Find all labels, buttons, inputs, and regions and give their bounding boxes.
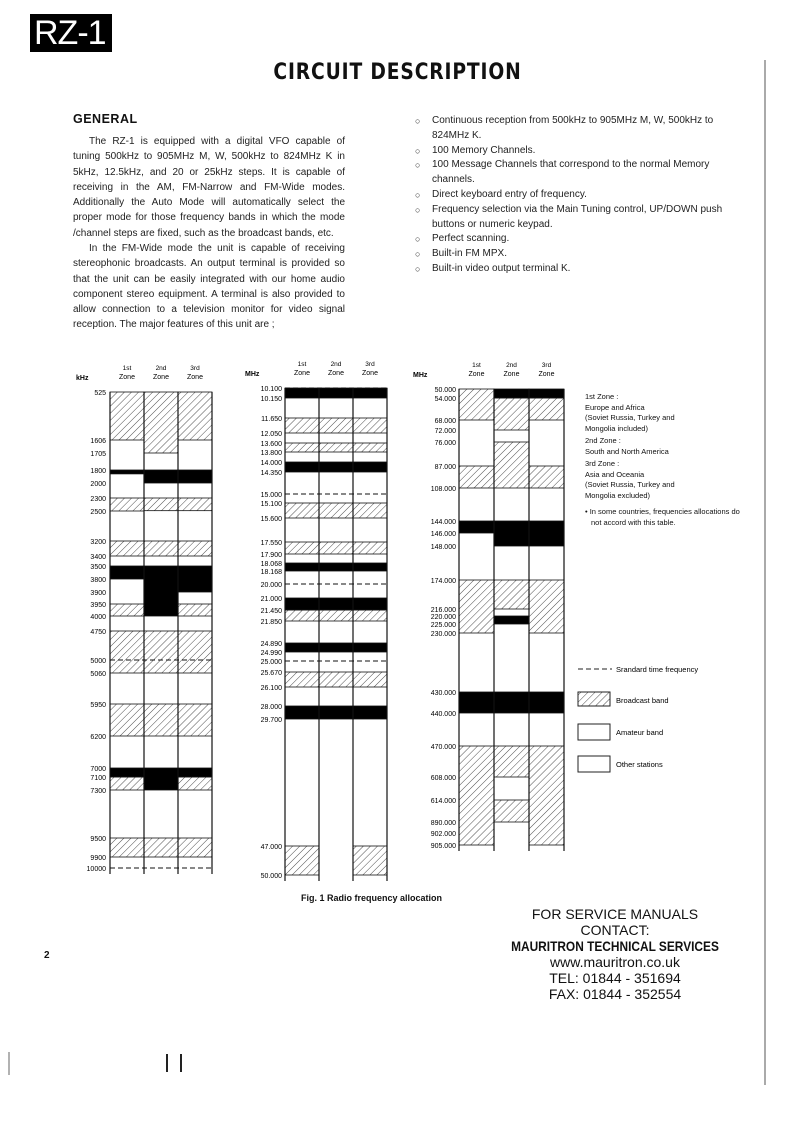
frequency-tick-label: 5060 bbox=[90, 671, 106, 678]
frequency-tick-label: 3950 bbox=[90, 602, 106, 609]
frequency-tick-label: 440.000 bbox=[430, 711, 456, 718]
frequency-tick-label: 4000 bbox=[90, 614, 106, 621]
frequency-tick-label: 216.000 bbox=[430, 607, 456, 614]
frequency-tick-label: 2500 bbox=[90, 509, 106, 516]
frequency-tick-label: 18.068 bbox=[260, 561, 282, 568]
zone-note-1: 1st Zone : Europe and Africa (Soviet Russia, Turkey and Mongolia included) bbox=[585, 392, 675, 433]
broadcast-band bbox=[110, 541, 144, 556]
zone-header: Zone bbox=[294, 370, 310, 377]
frequency-tick-label: 11.650 bbox=[261, 416, 282, 423]
feature-item: ○ Built-in FM MPX. bbox=[415, 247, 727, 262]
frequency-tick-label: 1800 bbox=[90, 468, 106, 475]
amateur-band bbox=[494, 692, 529, 713]
zone-notes bbox=[585, 392, 745, 530]
broadcast-band bbox=[494, 580, 529, 609]
broadcast-band bbox=[110, 631, 144, 673]
legend-other-label: Other stations bbox=[616, 760, 663, 769]
amateur-band bbox=[144, 566, 178, 616]
frequency-tick-label: 3200 bbox=[90, 539, 106, 546]
broadcast-band bbox=[459, 746, 494, 845]
frequency-tick-label: 87.000 bbox=[434, 464, 456, 471]
zone-header: Zone bbox=[538, 371, 555, 378]
broadcast-band bbox=[459, 389, 494, 420]
frequency-tick-label: 50.000 bbox=[260, 873, 282, 880]
frequency-tick-label: 13.600 bbox=[260, 441, 282, 448]
broadcast-band bbox=[494, 800, 529, 822]
amateur-band bbox=[110, 470, 144, 474]
contact-line-1: FOR SERVICE MANUALS bbox=[531, 906, 699, 922]
frequency-tick-label: 2300 bbox=[90, 496, 106, 503]
broadcast-band bbox=[178, 838, 212, 857]
broadcast-band bbox=[178, 604, 212, 616]
model-badge: RZ-1 bbox=[30, 14, 112, 52]
amateur-band bbox=[494, 616, 529, 624]
figure-caption: Fig. 1 Radio frequency allocation bbox=[301, 893, 443, 903]
amateur-band bbox=[353, 643, 387, 652]
bullet-circle-icon: ○ bbox=[415, 189, 421, 200]
amateur-band bbox=[529, 521, 564, 546]
legend-amateur-label: Amateur band bbox=[616, 728, 664, 737]
broadcast-band bbox=[353, 672, 387, 687]
legend-standard-time-label: Srandard time frequency bbox=[616, 665, 699, 674]
bullet-circle-icon: ○ bbox=[415, 160, 421, 171]
zone-header: 1st bbox=[297, 361, 307, 368]
broadcast-band bbox=[144, 498, 178, 511]
broadcast-band bbox=[285, 443, 319, 452]
bullet-circle-icon: ○ bbox=[415, 234, 421, 245]
feature-item: ○ Direct keyboard entry of frequency. bbox=[415, 188, 727, 203]
contact-line-2: CONTACT: bbox=[580, 922, 650, 938]
broadcast-band bbox=[285, 672, 319, 687]
broadcast-band bbox=[110, 392, 144, 440]
contact-website[interactable]: www.mauritron.co.uk bbox=[550, 954, 680, 970]
frequency-tick-label: 20.000 bbox=[260, 582, 282, 589]
broadcast-band bbox=[285, 846, 319, 875]
broadcast-band bbox=[110, 777, 144, 790]
frequency-tick-label: 10000 bbox=[86, 866, 106, 873]
amateur-band bbox=[353, 388, 387, 398]
broadcast-band bbox=[285, 610, 319, 621]
amateur-band bbox=[285, 462, 319, 472]
frequency-tick-label: 10.150 bbox=[260, 396, 282, 403]
broadcast-band bbox=[353, 443, 387, 452]
frequency-tick-label: 220.000 bbox=[430, 614, 456, 621]
amateur-band bbox=[178, 470, 212, 483]
broadcast-band bbox=[494, 746, 529, 777]
broadcast-band bbox=[285, 418, 319, 433]
amateur-band bbox=[459, 521, 494, 533]
zone-header: Zone bbox=[503, 371, 520, 378]
footnote: • In some countries, frequencies allocations do not accord with this table. bbox=[585, 507, 740, 527]
frequency-tick-label: 890.000 bbox=[430, 820, 456, 827]
broadcast-band bbox=[319, 443, 353, 452]
frequency-tick-label: 225.000 bbox=[430, 622, 456, 629]
frequency-tick-label: 14.350 bbox=[260, 470, 282, 477]
frequency-tick-label: 470.000 bbox=[430, 744, 456, 751]
zone-header: Zone bbox=[153, 374, 169, 381]
frequency-tick-label: 10.100 bbox=[260, 386, 282, 393]
amateur-band bbox=[285, 598, 319, 610]
broadcast-band bbox=[178, 704, 212, 736]
frequency-tick-label: 29.700 bbox=[260, 717, 282, 724]
amateur-band bbox=[319, 598, 353, 610]
frequency-tick-label: 3500 bbox=[90, 564, 106, 571]
frequency-tick-label: 108.000 bbox=[430, 486, 456, 493]
zone-note-2: 2nd Zone : South and North America bbox=[585, 436, 669, 456]
broadcast-band bbox=[353, 503, 387, 518]
frequency-tick-label: 17.550 bbox=[260, 540, 282, 547]
frequency-tick-label: 174.000 bbox=[430, 578, 456, 585]
frequency-tick-label: 230.000 bbox=[430, 631, 456, 638]
frequency-tick-label: 68.000 bbox=[434, 418, 456, 425]
frequency-tick-label: 25.670 bbox=[260, 670, 282, 677]
zone-header: 2nd bbox=[506, 362, 517, 369]
broadcast-band bbox=[110, 838, 144, 857]
frequency-tick-label: 4750 bbox=[90, 629, 106, 636]
frequency-tick-label: 525 bbox=[94, 390, 106, 397]
amateur-band bbox=[353, 563, 387, 571]
frequency-tick-label: 608.000 bbox=[430, 775, 456, 782]
amateur-band bbox=[319, 563, 353, 571]
frequency-tick-label: 21.450 bbox=[260, 608, 282, 615]
amateur-band bbox=[529, 692, 564, 713]
contact-tel: TEL: 01844 - 351694 bbox=[549, 970, 681, 986]
amateur-band bbox=[353, 706, 387, 719]
broadcast-band bbox=[529, 746, 564, 845]
amateur-band bbox=[110, 566, 144, 579]
amateur-band bbox=[459, 692, 494, 713]
frequency-tick-label: 21.850 bbox=[260, 619, 282, 626]
broadcast-band bbox=[459, 580, 494, 633]
broadcast-band bbox=[459, 466, 494, 488]
frequency-tick-label: 7300 bbox=[90, 788, 106, 795]
contact-company: MAURITRON TECHNICAL SERVICES bbox=[511, 938, 719, 954]
broadcast-band bbox=[319, 418, 353, 433]
frequency-tick-label: 26.100 bbox=[260, 685, 282, 692]
feature-item: ○ Built-in video output terminal K. bbox=[415, 262, 727, 277]
broadcast-band bbox=[144, 838, 178, 857]
bullet-circle-icon: ○ bbox=[415, 204, 421, 215]
frequency-tick-label: 28.000 bbox=[260, 704, 282, 711]
amateur-band bbox=[494, 389, 529, 398]
zone-note-3: 3rd Zone : Asia and Oceania (Soviet Russia, Turkey and Mongolia excluded) bbox=[585, 459, 675, 500]
broadcast-band bbox=[144, 541, 178, 556]
frequency-tick-label: 146.000 bbox=[430, 531, 456, 538]
frequency-tick-label: 1606 bbox=[90, 438, 106, 445]
frequency-tick-label: 3400 bbox=[90, 554, 106, 561]
broadcast-band bbox=[285, 542, 319, 554]
general-paragraph-2: In the FM-Wide mode the unit is capable of receiving stereophonic broadcasts. An output terminal is provided so that the unit can be easily integrated with our home audio component stereo equipment. A terminal is also provided to allow connection to a television monitor for video signal reception. The major features of this unit are ; bbox=[73, 243, 345, 331]
frequency-tick-label: 3900 bbox=[90, 590, 106, 597]
amateur-band bbox=[285, 643, 319, 652]
axis-unit-label: MHz bbox=[413, 372, 428, 379]
frequency-tick-label: 5000 bbox=[90, 658, 106, 665]
broadcast-band bbox=[494, 398, 529, 430]
bullet-circle-icon: ○ bbox=[415, 263, 421, 274]
legend-broadcast-label: Broadcast band bbox=[616, 696, 669, 705]
feature-item: ○ 100 Message Channels that correspond to the normal Memory channels. bbox=[415, 159, 710, 186]
amateur-band bbox=[285, 706, 319, 719]
broadcast-band bbox=[178, 631, 212, 673]
frequency-tick-label: 148.000 bbox=[430, 544, 456, 551]
legend bbox=[578, 665, 698, 772]
frequency-tick-label: 25.000 bbox=[260, 659, 282, 666]
amateur-band bbox=[285, 388, 319, 398]
frequency-tick-label: 15.100 bbox=[260, 501, 282, 508]
general-heading: GENERAL bbox=[73, 112, 138, 126]
zone-header: Zone bbox=[119, 374, 135, 381]
frequency-tick-label: 76.000 bbox=[434, 440, 456, 447]
frequency-tick-label: 13.800 bbox=[260, 450, 282, 457]
legend-other-swatch bbox=[578, 756, 610, 772]
frequency-tick-label: 21.000 bbox=[260, 596, 282, 603]
frequency-tick-label: 9900 bbox=[90, 855, 106, 862]
feature-item: ○ 100 Memory Channels. bbox=[415, 144, 727, 159]
bullet-circle-icon: ○ bbox=[415, 116, 421, 126]
amateur-band bbox=[144, 470, 178, 483]
broadcast-band bbox=[110, 704, 144, 736]
feature-item: ○ Frequency selection via the Main Tuning control, UP/DOWN push buttons or numeric keypad. bbox=[415, 203, 723, 230]
broadcast-band bbox=[319, 503, 353, 518]
broadcast-band bbox=[319, 542, 353, 554]
frequency-tick-label: 15.600 bbox=[260, 516, 282, 523]
bullet-circle-icon: ○ bbox=[415, 145, 421, 156]
page-title: CIRCUIT DESCRIPTION bbox=[273, 60, 522, 85]
axis-unit-label: kHz bbox=[76, 375, 89, 382]
broadcast-band bbox=[144, 392, 178, 453]
amateur-band bbox=[319, 388, 353, 398]
broadcast-band bbox=[353, 846, 387, 875]
amateur-band bbox=[529, 389, 564, 398]
frequency-tick-label: 47.000 bbox=[260, 844, 282, 851]
broadcast-band bbox=[144, 631, 178, 673]
frequency-tick-label: 7100 bbox=[90, 775, 106, 782]
page-number: 2 bbox=[44, 950, 50, 961]
broadcast-band bbox=[353, 610, 387, 621]
zone-header: Zone bbox=[187, 374, 203, 381]
frequency-tick-label: 24.890 bbox=[260, 641, 282, 648]
broadcast-band bbox=[110, 604, 144, 616]
frequency-tick-label: 72.000 bbox=[434, 428, 456, 435]
bullet-circle-icon: ○ bbox=[415, 249, 421, 260]
frequency-tick-label: 905.000 bbox=[430, 843, 456, 850]
zone-header: 3rd bbox=[190, 365, 200, 372]
amateur-band bbox=[178, 566, 212, 592]
legend-amateur-swatch bbox=[578, 724, 610, 740]
amateur-band bbox=[110, 768, 144, 777]
frequency-tick-label: 3800 bbox=[90, 577, 106, 584]
broadcast-band bbox=[494, 442, 529, 488]
frequency-tick-label: 14.000 bbox=[260, 460, 282, 467]
zone-header: 2nd bbox=[330, 361, 342, 368]
frequency-tick-label: 50.000 bbox=[434, 387, 456, 394]
broadcast-band bbox=[529, 398, 564, 420]
amateur-band bbox=[319, 462, 353, 472]
broadcast-band bbox=[178, 777, 212, 790]
broadcast-band bbox=[178, 392, 212, 440]
zone-header: Zone bbox=[362, 370, 378, 377]
frequency-tick-label: 144.000 bbox=[430, 519, 456, 526]
amateur-band bbox=[178, 768, 212, 777]
amateur-band bbox=[319, 643, 353, 652]
feature-item: ○ Perfect scanning. bbox=[415, 232, 727, 247]
broadcast-band bbox=[319, 672, 353, 687]
frequency-tick-label: 614.000 bbox=[430, 798, 456, 805]
frequency-tick-label: 1705 bbox=[90, 451, 106, 458]
zone-header: 3rd bbox=[541, 362, 552, 369]
broadcast-band bbox=[529, 466, 564, 488]
frequency-tick-label: 6200 bbox=[90, 734, 106, 741]
frequency-tick-label: 17.900 bbox=[260, 552, 282, 559]
amateur-band bbox=[285, 563, 319, 571]
frequency-tick-label: 12.050 bbox=[260, 431, 282, 438]
broadcast-band bbox=[178, 498, 212, 511]
amateur-band bbox=[494, 521, 529, 546]
broadcast-band bbox=[178, 541, 212, 556]
contact-fax: FAX: 01844 - 352554 bbox=[548, 986, 682, 1002]
frequency-tick-label: 18.168 bbox=[260, 569, 282, 576]
axis-unit-label: MHz bbox=[245, 371, 260, 378]
frequency-tick-label: 2000 bbox=[90, 481, 106, 488]
legend-broadcast-swatch bbox=[578, 692, 610, 706]
frequency-tick-label: 7000 bbox=[90, 766, 106, 773]
feature-item: ○ Continuous reception from 500kHz to 905MHz M, W, 500kHz to 824MHz K. bbox=[415, 115, 714, 141]
broadcast-band bbox=[110, 498, 144, 511]
broadcast-band bbox=[319, 610, 353, 621]
broadcast-band bbox=[353, 542, 387, 554]
broadcast-band bbox=[285, 503, 319, 518]
zone-header: 2nd bbox=[155, 365, 167, 372]
zone-header: Zone bbox=[328, 370, 344, 377]
frequency-tick-label: 902.000 bbox=[430, 831, 456, 838]
general-paragraph-1: The RZ-1 is equipped with a digital VFO capable of tuning 500kHz to 905MHz M, W, 500kHz to 824MHz K in 5kHz, 12.5kHz, and 20 or 25kHz steps. It is capable of receiving in the AM, FM-Narrow and FM-Wide modes. Additionally the Auto Mode will automatically select the proper mode for those frequency bands in which the mode /channel steps are fixed, such as the broadcast bands, etc. bbox=[73, 136, 345, 239]
frequency-tick-label: 430.000 bbox=[430, 690, 456, 697]
contact-block bbox=[480, 906, 750, 1002]
broadcast-band bbox=[529, 580, 564, 633]
amateur-band bbox=[319, 706, 353, 719]
frequency-tick-label: 24.990 bbox=[260, 650, 282, 657]
frequency-tick-label: 5950 bbox=[90, 702, 106, 709]
frequency-tick-label: 15.000 bbox=[260, 492, 282, 499]
zone-header: 3rd bbox=[365, 361, 375, 368]
zone-header: Zone bbox=[468, 371, 485, 378]
amateur-band bbox=[353, 462, 387, 472]
frequency-tick-label: 54.000 bbox=[434, 396, 456, 403]
broadcast-band bbox=[353, 418, 387, 433]
amateur-band bbox=[353, 598, 387, 610]
broadcast-band bbox=[144, 704, 178, 736]
zone-header: 1st bbox=[122, 365, 132, 372]
frequency-tick-label: 9500 bbox=[90, 836, 106, 843]
zone-header: 1st bbox=[472, 362, 481, 369]
amateur-band bbox=[144, 768, 178, 790]
